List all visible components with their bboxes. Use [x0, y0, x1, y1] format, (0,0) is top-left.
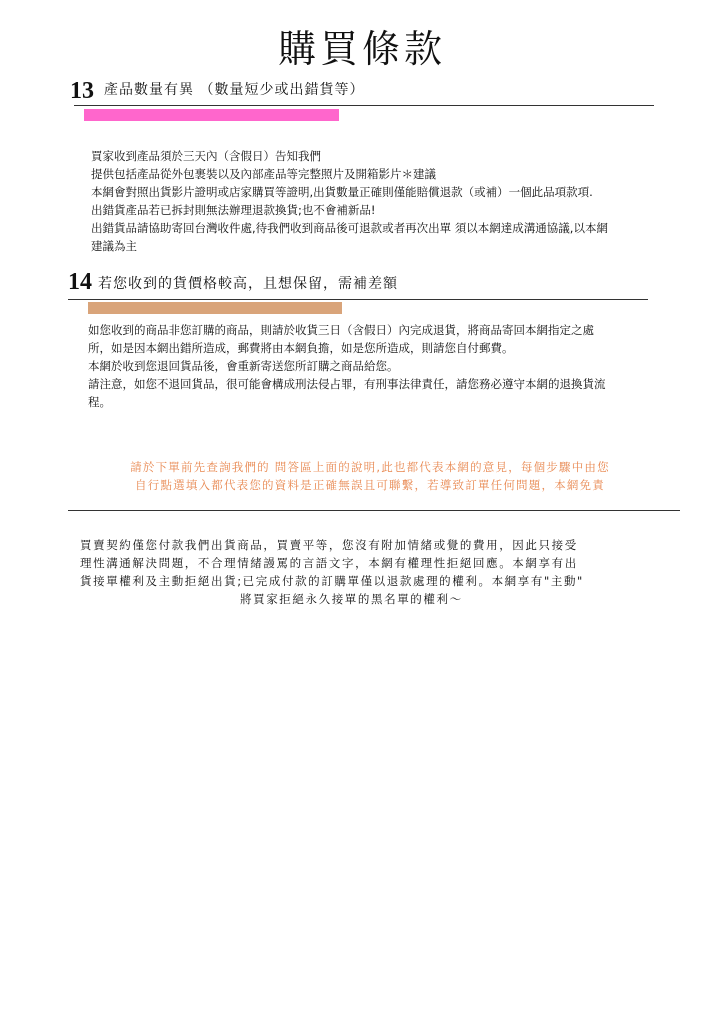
contract-terms: [80, 536, 584, 608]
section-13-line: 出錯貨產品若已拆封則無法辦理退款換貨;也不會補新品!: [91, 203, 376, 217]
contract-line: 買賣契約僅您付款我們出貨商品，買賣平等，您沒有附加情緒或覺的費用，因此只接受: [80, 538, 578, 552]
section-14-number: 14: [68, 269, 92, 295]
section-14-line: 請注意，如您不退回貨品，很可能會構成刑法侵占罪，有刑事法律責任，請您務必遵守本網的退換貨流: [88, 377, 606, 391]
section-14-line: 如您收到的商品非您訂購的商品，則請於收貨三日（含假日）內完成退貨，將商品寄回本網指定之處: [88, 323, 594, 337]
section-13-line: 出錯貨品請協助寄回台灣收件處,待我們收到商品後可退款或者再次出單 須以本網達成溝通協議,以本網: [91, 221, 608, 235]
contract-line: 理性溝通解決問題，不合理情緒謾罵的言語文字，本網有權理性拒絕回應。本網享有出: [80, 556, 578, 570]
section-13-number: 13: [70, 78, 94, 104]
contract-line: 將買家拒絕永久接單的黑名單的權利～: [240, 592, 463, 606]
disclaimer-line: 自行點選填入都代表您的資料是正確無誤且可聯繫，若導致訂單任何問題，本網免責: [135, 478, 605, 492]
notice-divider: [68, 510, 680, 511]
section-14-line: 程。: [88, 395, 111, 409]
section-13-divider: [74, 105, 654, 106]
disclaimer-notice: [40, 458, 700, 494]
contract-line: 貨接單權利及主動拒絕出貨;已完成付款的訂購單僅以退款處理的權利。本網享有"主動": [80, 574, 584, 588]
page-title: 購買條款: [277, 27, 446, 71]
disclaimer-line: 請於下單前先查詢我們的 問答區上面的說明,此也都代表本網的意見，每個步驟中由您: [130, 460, 610, 474]
section-14-highlight-bar: [88, 302, 342, 314]
section-13-body: [91, 147, 608, 255]
section-14-body: [88, 321, 606, 411]
section-13-highlight-bar: [84, 109, 339, 121]
section-13-line: 本網會對照出貨影片證明或店家購買等證明,出貨數量正確則僅能賠償退款（或補）一個此品項款項.: [91, 185, 593, 199]
section-13-line: 買家收到產品須於三天內（含假日）告知我們: [91, 149, 321, 163]
section-14-line: 本網於收到您退回貨品後，會重新寄送您所訂購之商品給您。: [88, 359, 399, 373]
section-13-line: 建議為主: [91, 239, 137, 253]
section-14-line: 所，如是因本網出錯所造成，郵費將由本網負擔，如是您所造成，則請您自付郵費。: [88, 341, 514, 355]
section-14-heading: 若您收到的貨價格較高，且想保留，需補差額: [98, 276, 398, 292]
section-13-line: 提供包括產品從外包裹裝以及內部產品等完整照片及開箱影片＊建議: [91, 167, 436, 181]
section-13-heading: 產品數量有異 （數量短少或出錯貨等）: [104, 82, 365, 98]
section-14-divider: [68, 299, 648, 300]
